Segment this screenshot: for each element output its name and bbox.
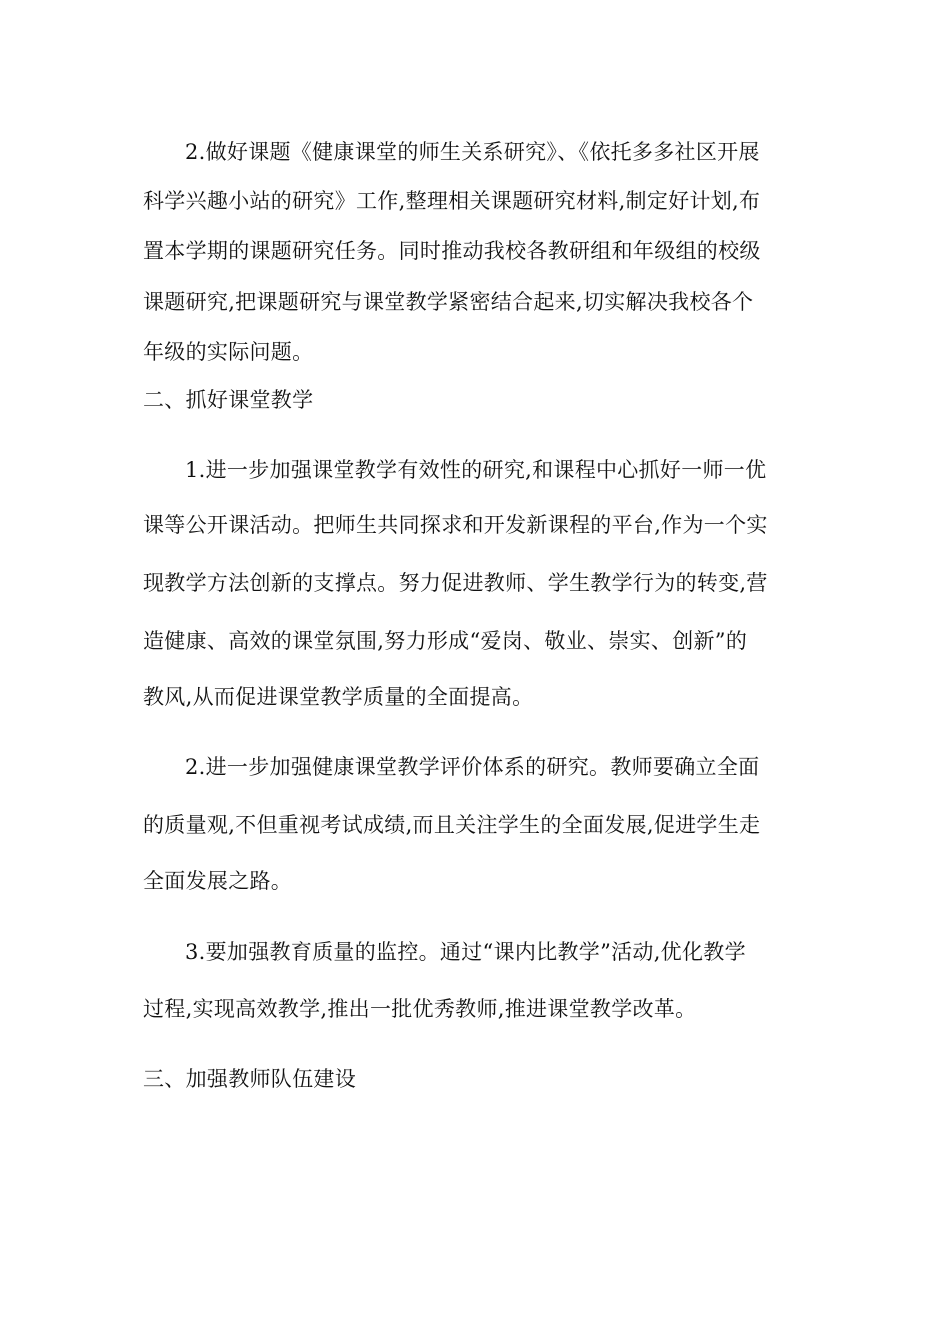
paragraph-line: 的质量观,不但重视考试成绩,而且关注学生的全面发展,促进学生走 xyxy=(143,813,761,837)
paragraph-line: 现教学方法创新的支撑点。努力促进教师、学生教学行为的转变,营 xyxy=(143,571,768,595)
paragraph-line: 1.进一步加强课堂教学有效性的研究,和课程中心抓好一师一优 xyxy=(185,458,767,482)
paragraph-line: 3.要加强教育质量的监控。通过“课内比教学”活动,优化教学 xyxy=(185,940,746,964)
paragraph-line: 年级的实际问题。 xyxy=(143,340,314,364)
paragraph-line: 造健康、高效的课堂氛围,努力形成“爱岗、敬业、崇实、创新”的 xyxy=(143,629,748,653)
paragraph-line: 全面发展之路。 xyxy=(143,869,293,893)
section-heading: 二、抓好课堂教学 xyxy=(143,388,314,412)
paragraph-line: 2.做好课题《健康课堂的师生关系研究》、《依托多多社区开展 xyxy=(185,140,760,164)
paragraph-line: 置本学期的课题研究任务。同时推动我校各教研组和年级组的校级 xyxy=(143,239,761,263)
paragraph-line: 教风,从而促进课堂教学质量的全面提高。 xyxy=(143,685,534,709)
paragraph-line: 过程,实现高效教学,推出一批优秀教师,推进课堂教学改革。 xyxy=(143,997,697,1021)
section-heading: 三、加强教师队伍建设 xyxy=(143,1067,356,1091)
paragraph-line: 课等公开课活动。把师生共同探求和开发新课程的平台,作为一个实 xyxy=(143,513,768,537)
paragraph-line: 2.进一步加强健康课堂教学评价体系的研究。教师要确立全面 xyxy=(185,755,760,779)
paragraph-line: 课题研究,把课题研究与课堂教学紧密结合起来,切实解决我校各个 xyxy=(143,290,754,314)
paragraph-line: 科学兴趣小站的研究》工作,整理相关课题研究材料,制定好计划,布 xyxy=(143,189,761,213)
